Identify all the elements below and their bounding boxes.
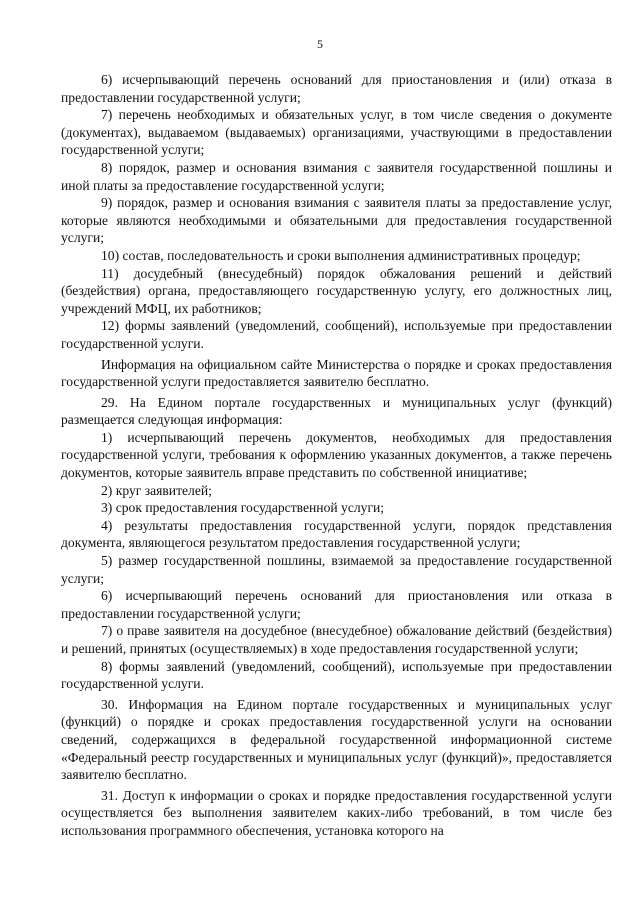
document-body bbox=[61, 71, 612, 840]
item-12-application-forms: 12) формы заявлений (уведомлений, сообщений), используемые при предоставлении государственной услуги. bbox=[61, 318, 612, 351]
item-9-service-fees: 9) порядок, размер и основания взимания с заявителя платы за предоставление услуг, которые являются необходимыми и обязательными для предоставления государственной услуги; bbox=[61, 195, 612, 246]
portal-item-2-applicants: 2) круг заявителей; bbox=[101, 482, 212, 498]
item-11-appeal-procedure: 11) досудебный (внесудебный) порядок обжалования решений и действий (бездействия) органа, предоставляющего государственную услугу, его должностных лиц, учреждений МФЦ, их работников; bbox=[61, 265, 612, 316]
section-29-heading: 29. На Едином портале государственных и муниципальных услуг (функций) размещается следующая информация: bbox=[61, 394, 612, 428]
portal-item-8-forms: 8) формы заявлений (уведомлений, сообщений), используемые при предоставлении государственной услуги. bbox=[61, 658, 612, 692]
item-6-suspension-grounds: 6) исчерпывающий перечень оснований для приостановления и (или) отказа в предоставлении государственной услуги; bbox=[61, 72, 612, 105]
section-31-paragraph: 31. Доступ к информации о сроках и порядке предоставления государственной услуги осуществляется без выполнения заявителем каких-либо требований, в том числе без использования программного обеспечения, установка которого на bbox=[61, 787, 612, 838]
ministry-site-info-paragraph: Информация на официальном сайте Министерства о порядке и сроках предоставления государственной услуги предоставляется заявителю бесплатно. bbox=[61, 356, 612, 390]
item-7-required-services: 7) перечень необходимых и обязательных услуг, в том числе сведения о документе (документах), выдаваемом (выдаваемых) организациями, участвующими в предоставлении государственной услуги; bbox=[61, 107, 612, 158]
item-8-state-duty: 8) порядок, размер и основания взимания с заявителя государственной пошлины и иной платы за предоставление государственной услуги; bbox=[61, 159, 612, 193]
portal-item-1-documents: 1) исчерпывающий перечень документов, необходимых для предоставления государственной услуги, требования к оформлению указанных документов, а также перечень документов, которые заявитель вправе представить по собственной инициативе; bbox=[61, 429, 612, 481]
portal-item-4-results: 4) результаты предоставления государственной услуги, порядок представления документа, являющегося результатом предоставления государственной услуги; bbox=[61, 517, 612, 551]
page-number: 5 bbox=[317, 37, 323, 51]
portal-item-7-appeal-right: 7) о праве заявителя на досудебное (внесудебное) обжалование действий (бездействия) и решений, принятых (осуществляемых) в ходе предоставления государственной услуги; bbox=[61, 623, 612, 656]
portal-item-5-duty: 5) размер государственной пошлины, взимаемой за предоставление государственной услуги; bbox=[61, 553, 612, 586]
portal-item-3-term: 3) срок предоставления государственной услуги; bbox=[101, 500, 385, 516]
section-30-paragraph: 30. Информация на Едином портале государственных и муниципальных услуг (функций) о порядке и сроках предоставления государственной услуги на основании сведений, содержащихся в федеральной государственной информационной системе «Федеральный реестр государственных и муниципальных услуг (функций)», предоставляется заявителю бесплатно. bbox=[61, 696, 612, 783]
portal-item-6-refusal-grounds: 6) исчерпывающий перечень оснований для приостановления или отказа в предоставлении государственной услуги; bbox=[61, 588, 612, 621]
item-10-procedures: 10) состав, последовательность и сроки выполнения административных процедур; bbox=[101, 247, 581, 263]
